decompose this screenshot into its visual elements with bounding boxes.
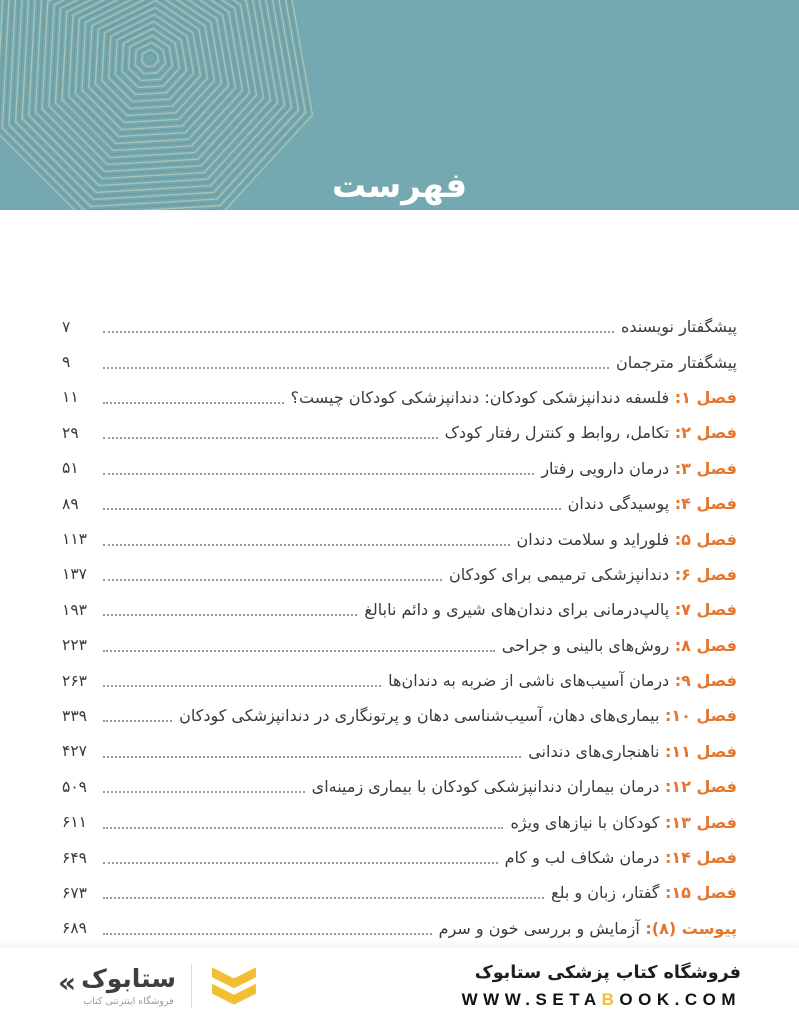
toc-entry-title — [449, 565, 737, 584]
dotted-leader — [103, 614, 357, 616]
dotted-leader — [103, 544, 510, 546]
toc-entry-title — [179, 706, 737, 725]
toc-entry-text: روش‌های بالینی و جراحی — [501, 635, 670, 655]
website-url[interactable] — [462, 990, 741, 1010]
toc-page-number: ۲۹ — [62, 423, 79, 442]
page-title: فهرست — [331, 166, 468, 206]
toc-page-number: ۶۱۱ — [62, 813, 87, 832]
toc-entry-text: گفتار، زبان و بلع — [551, 883, 660, 903]
toc-entry-title — [528, 742, 737, 761]
toc-page-number: ۸۹ — [62, 494, 79, 513]
toc-chapter-prefix: فصل ۱۲: — [659, 777, 737, 797]
toc-page-number: ۲۲۳ — [62, 636, 87, 655]
logo-text-block — [81, 963, 176, 1007]
toc-chapter-prefix: فصل ۵: — [669, 529, 737, 549]
toc-page-number: ۶۸۹ — [62, 919, 87, 938]
toc-entry-text: فلسفه دندانپزشکی کودکان: دندانپزشکی کودکان چیست؟ — [290, 387, 670, 407]
toc-chapter-prefix: پیوست (۸): — [639, 918, 737, 938]
dotted-leader — [103, 862, 498, 864]
toc-row[interactable] — [62, 451, 737, 486]
toc-entry-title — [312, 777, 737, 796]
toc-row[interactable] — [62, 486, 737, 521]
toc-page-number: ۱۱۳ — [62, 530, 87, 549]
table-of-contents — [62, 309, 737, 946]
toc-chapter-prefix: فصل ۱۴: — [659, 848, 737, 868]
publisher-logo[interactable] — [58, 963, 261, 1009]
toc-row[interactable] — [62, 344, 737, 379]
toc-row[interactable] — [62, 663, 737, 698]
dotted-leader — [103, 791, 305, 793]
toc-row[interactable] — [62, 911, 737, 946]
toc-page-number: ۵۱ — [62, 459, 79, 478]
toc-page-number: ۵۰۹ — [62, 777, 87, 796]
footer-store-block — [462, 963, 741, 1010]
toc-entry-title — [291, 388, 737, 407]
dotted-leader — [103, 367, 609, 369]
footer — [0, 948, 799, 1024]
toc-row[interactable] — [62, 415, 737, 450]
dotted-leader — [103, 685, 381, 687]
toc-entry-text: درمان بیماران دندانپزشکی کودکان با بیماری زمینه‌ای — [311, 777, 660, 797]
toc-row[interactable] — [62, 309, 737, 344]
toc-chapter-prefix: فصل ۷: — [669, 600, 737, 620]
store-title: فروشگاه کتاب پزشکی ستابوک — [474, 962, 741, 983]
dotted-leader — [103, 650, 495, 652]
toc-page-number: ۱۳۷ — [62, 565, 87, 584]
toc-entry-text: پوسیدگی دندان — [567, 494, 670, 514]
toc-chapter-prefix: فصل ۹: — [669, 671, 737, 691]
toc-chapter-prefix: فصل ۸: — [669, 635, 737, 655]
dotted-leader — [103, 437, 438, 439]
toc-page-number: ۳۳۹ — [62, 706, 87, 725]
toc-row[interactable] — [62, 698, 737, 733]
toc-entry-title — [439, 919, 737, 938]
toc-chapter-prefix: فصل ۴: — [669, 494, 737, 514]
dotted-leader — [103, 579, 442, 581]
toc-page-number: ۶۴۹ — [62, 848, 87, 867]
toc-row[interactable] — [62, 804, 737, 839]
logo-wordmark — [58, 963, 176, 1007]
toc-page-number: ۲۶۳ — [62, 671, 87, 690]
toc-entry-title — [502, 636, 737, 655]
toc-row[interactable] — [62, 592, 737, 627]
toc-chapter-prefix: فصل ۱: — [669, 387, 737, 407]
logo-brand-text: ستابوک — [81, 963, 176, 993]
dotted-leader — [103, 720, 172, 722]
toc-entry-title — [388, 671, 737, 690]
toc-entry-text: بیماری‌های دهان، آسیب‌شناسی دهان و پرتونگاری در دندانپزشکی کودکان — [179, 706, 660, 726]
toc-entry-title — [551, 883, 737, 902]
toc-entry-text: فلوراید و سلامت دندان — [516, 529, 670, 549]
toc-entry-text: ناهنجاری‌های دندانی — [528, 741, 660, 761]
dotted-leader — [103, 331, 614, 333]
toc-row[interactable] — [62, 380, 737, 415]
toc-row[interactable] — [62, 734, 737, 769]
website-part: WWW.SETA — [461, 989, 602, 1009]
toc-entry-text: پیشگفتار مترجمان — [616, 352, 737, 372]
toc-row[interactable] — [62, 557, 737, 592]
toc-entry-title — [621, 317, 737, 336]
toc-entry-text: درمان آسیب‌های ناشی از ضربه به دندان‌ها — [388, 671, 670, 691]
toc-row[interactable] — [62, 521, 737, 556]
toc-entry-title — [510, 813, 737, 832]
dotted-leader — [103, 933, 432, 935]
header-band — [0, 0, 799, 210]
toc-row[interactable] — [62, 875, 737, 910]
dotted-leader — [103, 402, 284, 404]
logo-chevron-icon: « — [58, 966, 77, 999]
toc-entry-text: آزمایش و بررسی خون و سرم — [438, 918, 640, 938]
toc-entry-title — [541, 459, 737, 478]
toc-row[interactable] — [62, 840, 737, 875]
toc-entry-text: درمان شکاف لب و کام — [504, 848, 660, 868]
toc-page-number: ۴۲۷ — [62, 742, 87, 761]
toc-page-number: ۷ — [62, 317, 71, 336]
toc-entry-title — [364, 600, 737, 619]
toc-page-number: ۱۱ — [62, 388, 79, 407]
toc-chapter-prefix: فصل ۱۵: — [659, 883, 737, 903]
toc-page-number: ۹ — [62, 353, 71, 372]
toc-chapter-prefix: فصل ۶: — [669, 564, 737, 584]
logo-tagline: فروشگاه اینترنتی کتاب — [83, 995, 174, 1007]
toc-chapter-prefix: فصل ۱۳: — [659, 812, 737, 832]
toc-entry-text: کودکان با نیازهای ویژه — [510, 812, 660, 832]
toc-entry-title — [616, 353, 737, 372]
website-part-highlight: B — [601, 989, 620, 1009]
toc-entry-text: پالپ‌درمانی برای دندان‌های شیری و دائم نابالغ — [364, 600, 670, 620]
dotted-leader — [103, 508, 561, 510]
toc-entry-text: تکامل، روابط و کنترل رفتار کودک — [444, 423, 670, 443]
toc-entry-title — [568, 494, 737, 513]
toc-chapter-prefix: فصل ۳: — [669, 458, 737, 478]
toc-row[interactable] — [62, 628, 737, 663]
gold-chevrons-icon — [207, 963, 261, 1009]
toc-entry-text: پیشگفتار نویسنده — [620, 317, 737, 337]
website-part: OOK.COM — [619, 989, 741, 1009]
toc-entry-title — [505, 848, 737, 867]
dotted-leader — [103, 756, 521, 758]
toc-page-number: ۱۹۳ — [62, 600, 87, 619]
toc-row[interactable] — [62, 769, 737, 804]
toc-entry-text: درمان دارویی رفتار — [541, 458, 670, 478]
logo-divider — [191, 964, 193, 1008]
toc-chapter-prefix: فصل ۱۰: — [659, 706, 737, 726]
toc-page-number: ۶۷۳ — [62, 883, 87, 902]
dotted-leader — [103, 473, 534, 475]
dotted-leader — [103, 897, 544, 899]
toc-chapter-prefix: فصل ۱۱: — [659, 741, 737, 761]
toc-entry-title — [445, 423, 737, 442]
toc-entry-title — [517, 530, 737, 549]
dotted-leader — [103, 827, 503, 829]
toc-entry-text: دندانپزشکی ترمیمی برای کودکان — [449, 564, 670, 584]
toc-chapter-prefix: فصل ۲: — [669, 423, 737, 443]
